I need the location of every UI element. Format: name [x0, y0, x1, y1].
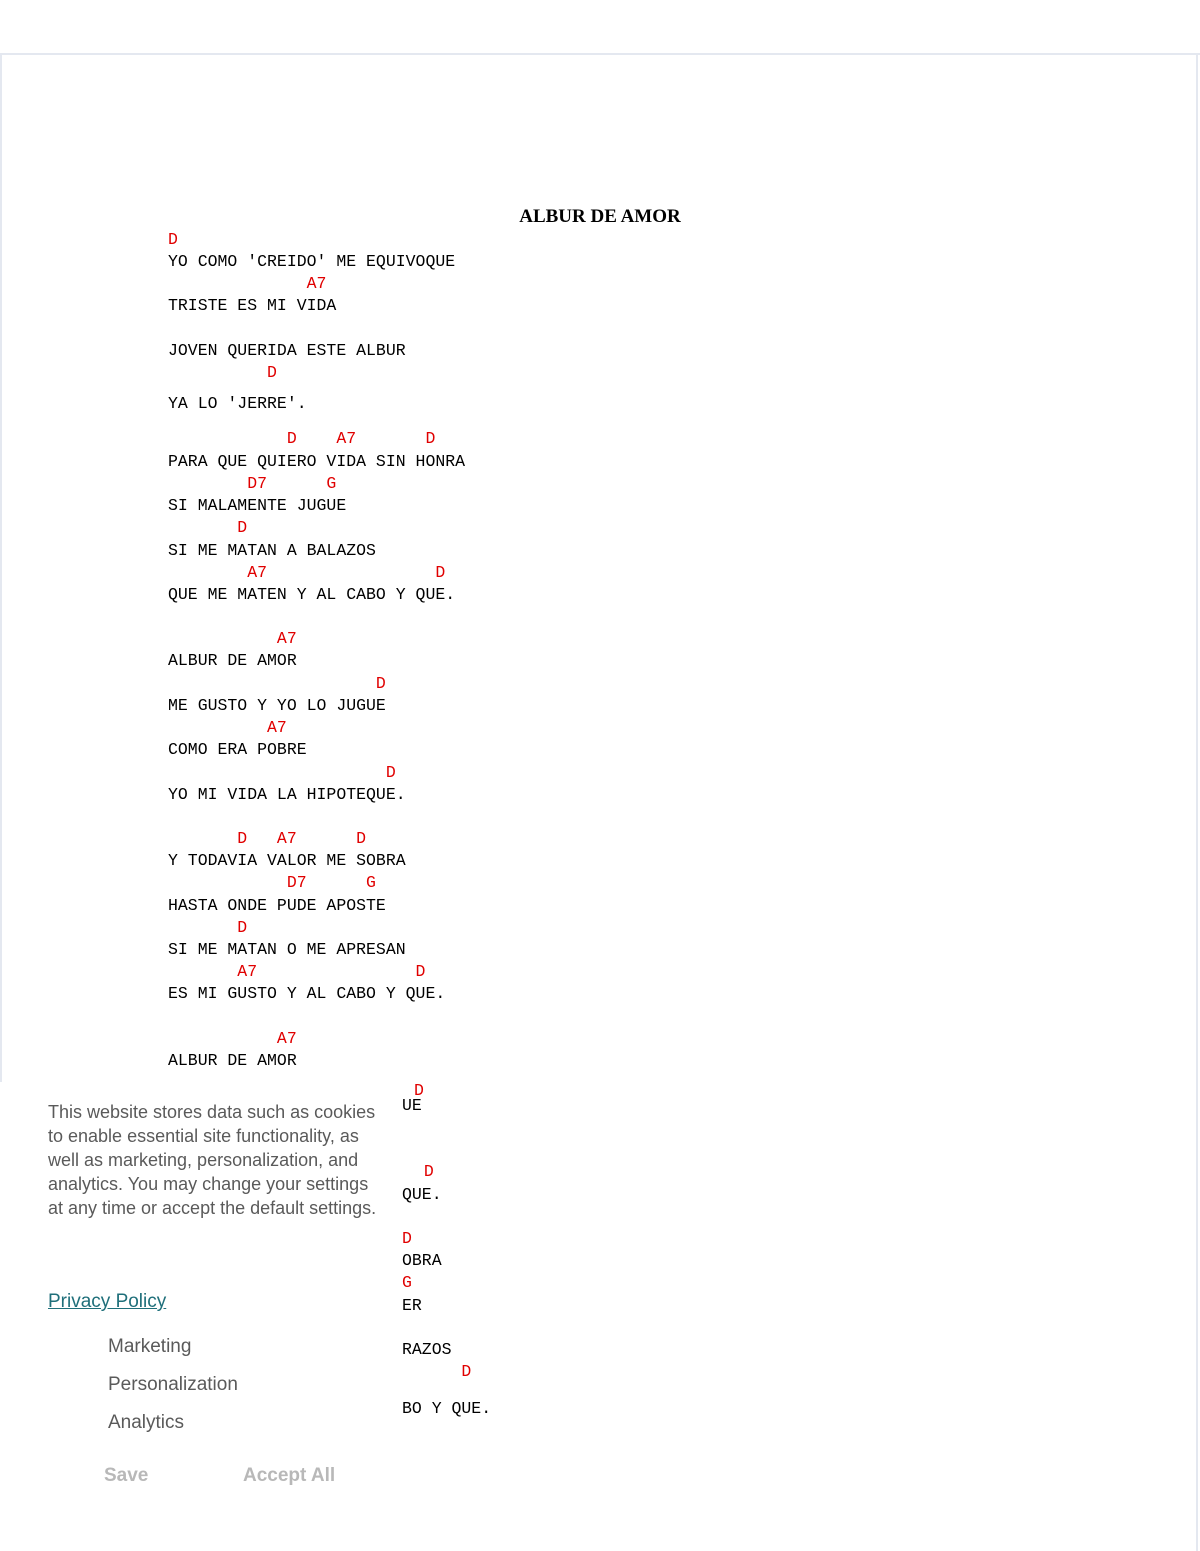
lyric-line: UE — [402, 1096, 422, 1115]
lyric-line: SI ME MATAN A BALAZOS — [168, 541, 376, 560]
lyric-line: QUE ME MATEN Y AL CABO Y QUE. — [168, 585, 456, 604]
lyric-line: Y TODAVIA VALOR ME SOBRA — [168, 851, 406, 870]
chord-line: D — [414, 1081, 424, 1100]
lyric-line: YO COMO 'CREIDO' ME EQUIVOQUE — [168, 252, 456, 271]
chord-line: A7 — [168, 629, 297, 648]
chord-line: D — [168, 674, 386, 693]
lyric-line: QUE. — [402, 1185, 442, 1204]
lyric-line: JOVEN QUERIDA ESTE ALBUR — [168, 341, 406, 360]
lyric-line: SI MALAMENTE JUGUE — [168, 496, 347, 515]
save-button[interactable]: Save — [104, 1465, 149, 1486]
chord-line: D — [168, 918, 248, 937]
chord-line: A7 — [168, 718, 287, 737]
lyric-line: YA LO 'JERRE'. — [168, 394, 307, 413]
song-title — [0, 206, 1200, 228]
chord-line: D — [414, 1162, 434, 1181]
lyric-line: ME GUSTO Y YO LO JUGUE — [168, 696, 386, 715]
lyric-line: BO Y QUE. — [402, 1399, 492, 1418]
chord-line: D — [168, 230, 178, 249]
lyric-line: PARA QUE QUIERO VIDA SIN HONRA — [168, 452, 466, 471]
lyric-line: ES MI GUSTO Y AL CABO Y QUE. — [168, 984, 446, 1003]
chord-line: D — [168, 763, 396, 782]
lyric-line: TRISTE ES MI VIDA — [168, 296, 337, 315]
lyric-line: COMO ERA POBRE — [168, 740, 307, 759]
lyric-line: ALBUR DE AMOR — [168, 651, 297, 670]
chord-line: A7 — [168, 1029, 297, 1048]
chord-line: D — [168, 518, 248, 537]
chord-line: D7 G — [168, 873, 376, 892]
lyric-line: OBRA — [402, 1251, 442, 1270]
preference-marketing[interactable]: Marketing — [108, 1336, 192, 1357]
chord-line: D — [168, 363, 277, 382]
chord-line: D — [402, 1362, 472, 1381]
chord-line: A7 D — [168, 563, 446, 582]
lyric-line: RAZOS — [402, 1340, 452, 1359]
song-title-text: ALBUR DE AMOR — [519, 206, 681, 227]
lyric-line: ER — [402, 1296, 422, 1315]
preference-personalization[interactable]: Personalization — [108, 1374, 238, 1395]
chord-line: D — [402, 1229, 412, 1248]
chord-line: D A7 D — [168, 829, 367, 848]
lyric-line: HASTA ONDE PUDE APOSTE — [168, 896, 386, 915]
preference-analytics[interactable]: Analytics — [108, 1412, 185, 1433]
lyric-line: ALBUR DE AMOR — [168, 1051, 297, 1070]
chord-line: D A7 D — [168, 429, 436, 448]
cookie-message: This website stores data such as cookies to enable essential site functionality, as well as marketing, personalization, and analytics. You may change your settings at any time or accept the default settings. — [48, 1102, 377, 1218]
chord-line: G — [402, 1273, 412, 1292]
chord-line: A7 — [168, 274, 327, 293]
privacy-policy-link[interactable]: Privacy Policy — [48, 1291, 167, 1312]
chord-line: A7 D — [168, 962, 426, 981]
accept-all-button[interactable]: Accept All — [243, 1465, 336, 1486]
cookie-consent-panel — [0, 1082, 396, 1551]
top-bar — [0, 0, 1200, 55]
lyric-line: YO MI VIDA LA HIPOTEQUE. — [168, 785, 406, 804]
chord-line: D7 G — [168, 474, 337, 493]
lyric-line: SI ME MATAN O ME APRESAN — [168, 940, 406, 959]
